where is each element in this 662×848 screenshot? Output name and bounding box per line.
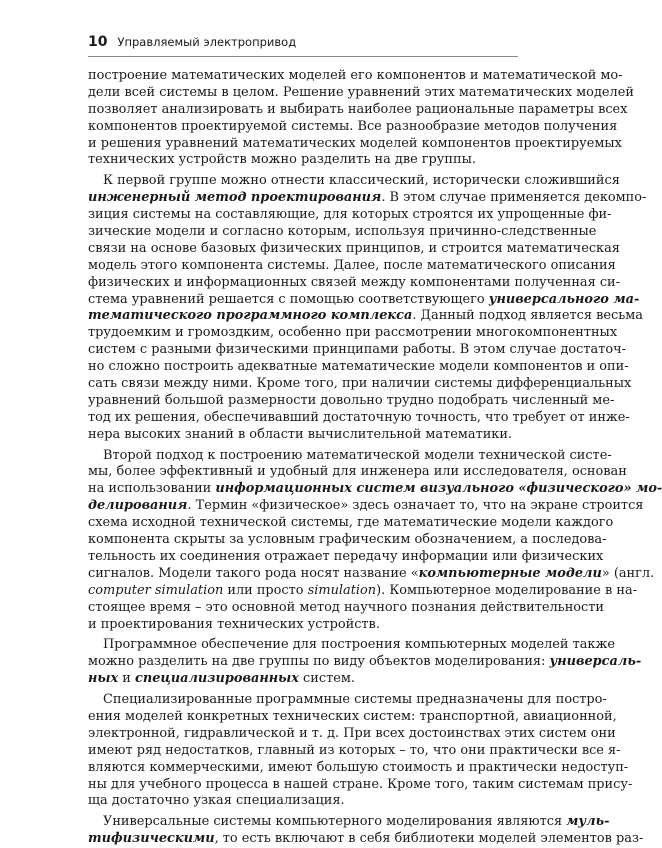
text-run: зические модели и согласно которым, используя причинно-следственные xyxy=(88,224,597,240)
text-line xyxy=(88,599,604,617)
text-line xyxy=(88,725,616,743)
text-run: . В этом случае применяется декомпо- xyxy=(381,190,647,206)
text-run: сигналов. Модели такого рода носят название « xyxy=(88,565,419,581)
text-line xyxy=(88,376,632,393)
text-run: Универсальные системы компьютерного моделирования являются xyxy=(103,814,567,830)
text-line xyxy=(88,274,621,292)
text-run: и проектирования технических устройств. xyxy=(88,616,380,632)
text-run: . Термин «физическое» здесь означает то, что на экране строится xyxy=(187,498,644,514)
text-line xyxy=(88,532,607,549)
text-run: трудоемким и громоздким, особенно при рассмотрении многокомпонентных xyxy=(88,325,618,341)
text-line xyxy=(88,776,633,794)
text-run: систем. xyxy=(298,671,355,687)
emphasis-term: компьютерные модели xyxy=(418,565,602,581)
text-run: можно разделить на две группы по виду объектов моделирования: xyxy=(88,654,550,670)
text-line xyxy=(88,814,610,831)
text-run: вляются коммерческими, имеют большую стоимость и практически недоступ- xyxy=(88,759,629,775)
italic-term: computer simulation xyxy=(88,582,224,598)
text-line xyxy=(88,342,626,359)
emphasis-term: тематического программного комплекса xyxy=(88,308,413,324)
text-run: ща достаточно узкая специализация. xyxy=(88,793,345,809)
text-line xyxy=(88,257,616,275)
text-run: Второй подход к построению математической модели технической систе- xyxy=(103,447,612,463)
text-line xyxy=(88,515,614,532)
text-run: . Данный подход является весьма xyxy=(412,308,643,324)
text-line xyxy=(88,548,604,566)
header-rule xyxy=(88,56,518,57)
text-run: ны для учебного процесса в нашей стране. Кроме того, таким системам прису- xyxy=(88,776,633,792)
emphasis-term: информационных систем визуального «физического» мо- xyxy=(215,481,662,497)
text-run: модель этого компонента системы. Далее, после математического описания xyxy=(88,257,616,273)
text-line xyxy=(88,152,520,169)
text-line xyxy=(88,692,607,709)
text-line xyxy=(88,68,623,85)
text-run: тельность их соединения отражает передачу информации или физических xyxy=(88,548,604,564)
emphasis-term: инженерный метод проектирования xyxy=(88,190,382,206)
emphasis-term: специализированных xyxy=(135,671,299,687)
text-line xyxy=(88,793,520,810)
text-run: Специализированные программные системы предназначены для постро- xyxy=(103,692,607,708)
text-run: или просто xyxy=(223,582,308,598)
text-run: схема исходной технической системы, где математические модели каждого xyxy=(88,515,614,531)
text-run: зиция системы на составляющие, для которых строятся их упрощенные фи- xyxy=(88,207,612,223)
text-line xyxy=(88,325,618,342)
body-text xyxy=(88,68,662,848)
text-run: ения моделей конкретных технических систем: транспортной, авиационной, xyxy=(88,708,617,724)
text-run: нера высоких знаний в области вычислительной математики. xyxy=(88,426,513,442)
text-line xyxy=(88,173,620,190)
text-run: позволяет анализировать и выбирать наиболее рациональные параметры всех xyxy=(88,101,628,117)
text-line xyxy=(88,654,642,671)
text-run: связи на основе базовых физических принципов, и строится математическая xyxy=(88,240,620,256)
text-line xyxy=(88,359,629,376)
text-line xyxy=(88,671,520,688)
page-number: 10 xyxy=(88,34,108,50)
text-line xyxy=(88,190,647,207)
text-run: на использовании xyxy=(88,481,216,497)
text-line xyxy=(88,565,655,583)
text-run: компонентов проектируемой системы. Все разнообразие методов получения xyxy=(88,118,618,134)
text-run: но сложно построить адекватные математические модели компонентов и опи- xyxy=(88,359,629,375)
text-line xyxy=(88,708,617,726)
text-run: дели всей системы в целом. Решение уравнений этих математических моделей xyxy=(88,84,634,100)
text-run: мы, более эффективный и удобный для инженера или исследователя, основан xyxy=(88,464,627,480)
text-line xyxy=(88,118,618,136)
text-run: уравнений большой размерности довольно трудно подобрать численный ме- xyxy=(88,392,615,408)
text-line xyxy=(88,617,520,634)
text-line xyxy=(88,481,662,498)
page-header xyxy=(88,34,518,54)
text-run: , то есть включают в себя библиотеки моделей элементов раз- xyxy=(214,831,644,847)
text-line xyxy=(88,207,612,224)
text-run: » (англ. xyxy=(601,565,655,581)
text-line xyxy=(88,224,597,241)
text-run: компонента скрыты за условным графическим обозначением, а последова- xyxy=(88,532,607,548)
emphasis-term: делирования xyxy=(88,498,188,514)
text-line xyxy=(88,831,644,848)
text-run: технических устройств можно разделить на две группы. xyxy=(88,152,476,168)
text-line xyxy=(88,291,640,309)
text-line xyxy=(88,240,620,258)
emphasis-term: ных xyxy=(88,671,119,687)
text-run: построение математических моделей его компонентов и математической мо- xyxy=(88,68,623,83)
emphasis-term: универсаль- xyxy=(549,654,642,670)
emphasis-term: универсального ма- xyxy=(488,291,640,307)
text-line xyxy=(88,427,520,444)
text-line xyxy=(88,742,621,760)
text-run: физических и информационных связей между компонентами полученная си- xyxy=(88,274,621,290)
text-line xyxy=(88,392,615,410)
text-line xyxy=(88,498,644,515)
text-run: Программное обеспечение для построения компьютерных моделей также xyxy=(103,637,615,653)
text-line xyxy=(88,135,622,153)
text-run: и xyxy=(118,671,135,687)
text-line xyxy=(88,759,629,777)
text-run: стоящее время – это основной метод научного познания действительности xyxy=(88,599,604,615)
text-line xyxy=(88,464,627,481)
text-line xyxy=(88,447,612,465)
text-run: систем с разными физическими принципами работы. В этом случае достаточ- xyxy=(88,342,626,358)
text-line xyxy=(88,101,628,119)
text-run: стема уравнений решается с помощью соответствующего xyxy=(88,291,489,307)
text-run: К первой группе можно отнести классический, исторически сложившийся xyxy=(103,173,620,189)
text-run: тод их решения, обеспечивавший достаточную точность, что требует от инже- xyxy=(88,409,630,425)
text-run: сать связи между ними. Кроме того, при наличии системы дифференциальных xyxy=(88,376,632,392)
running-title: Управляемый электропривод xyxy=(117,35,297,49)
text-run: электронной, гидравлической и т. д. При всех достоинствах этих систем они xyxy=(88,725,616,741)
text-line xyxy=(88,84,634,102)
text-run: и решения уравнений математических моделей компонентов проектируемых xyxy=(88,135,622,151)
text-run: ). Компьютерное моделирование в на- xyxy=(376,582,637,598)
text-line xyxy=(88,409,630,427)
text-line xyxy=(88,308,643,325)
text-line xyxy=(88,637,615,654)
text-line xyxy=(88,582,637,600)
emphasis-term: тифизическими xyxy=(88,831,215,847)
text-run: имеют ряд недостатков, главный из которых – то, что они практически все я- xyxy=(88,742,621,758)
italic-term: simulation xyxy=(307,582,377,598)
emphasis-term: муль- xyxy=(566,814,610,830)
